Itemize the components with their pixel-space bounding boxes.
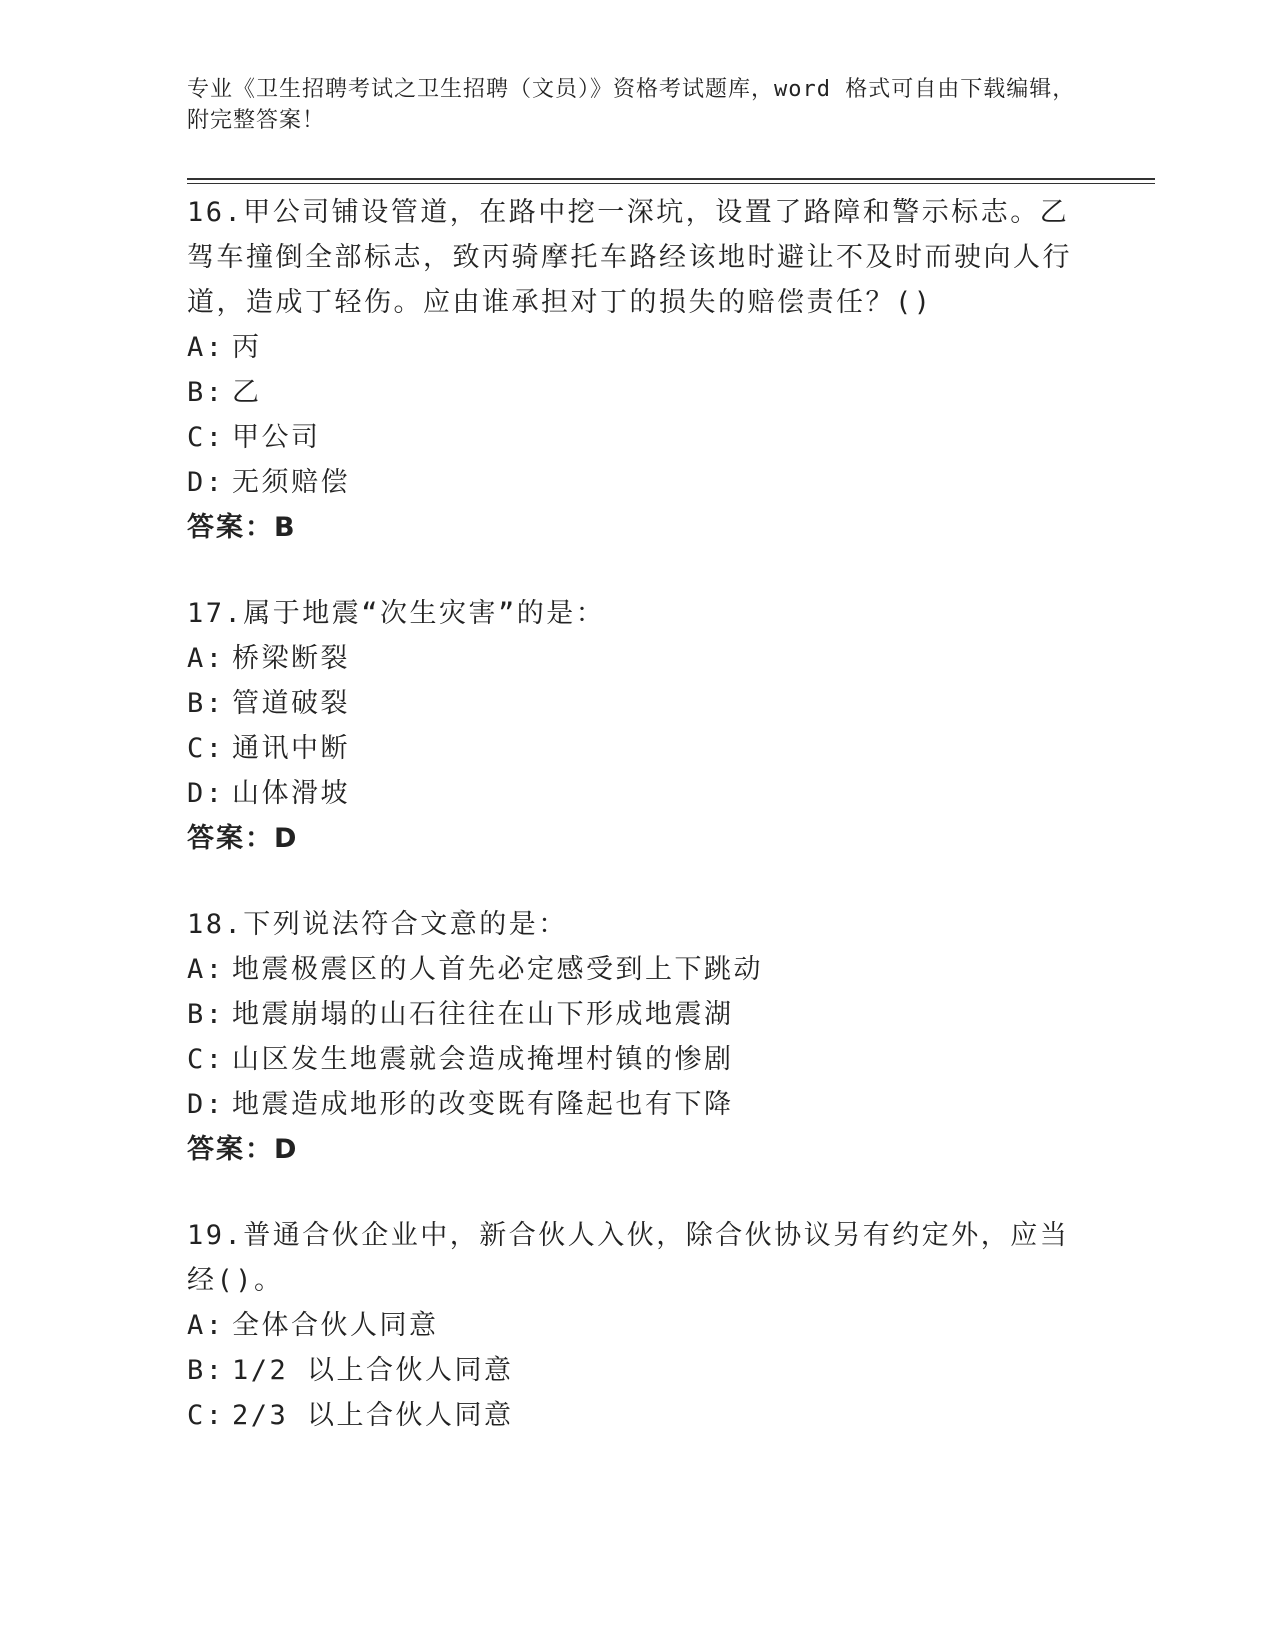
option-text: 丙 (232, 332, 262, 363)
option-b (187, 1348, 1087, 1393)
option-letter: D: (187, 1089, 225, 1120)
question-stem: 16.甲公司铺设管道，在路中挖一深坑，设置了路障和警示标志。乙驾车撞倒全部标志，致丙骑摩托车路经该地时避让不及时而驶向人行道，造成丁轻伤。应由谁承担对丁的损失的赔偿责任？() (187, 197, 1072, 318)
option-text: 全体合伙人同意 (232, 1310, 439, 1341)
option-text: 甲公司 (232, 422, 321, 453)
option-a (187, 325, 1087, 370)
option-c (187, 415, 1087, 460)
option-letter: B: (187, 688, 225, 719)
option-b (187, 681, 1087, 726)
option-c (187, 726, 1087, 771)
option-text: 2/3 以上合伙人同意 (232, 1400, 514, 1431)
option-letter: C: (187, 1044, 225, 1075)
option-d (187, 460, 1087, 505)
option-text: 通讯中断 (232, 733, 350, 764)
option-text: 地震造成地形的改变既有隆起也有下降 (232, 1089, 734, 1120)
option-letter: B: (187, 377, 225, 408)
option-a (187, 947, 1087, 992)
option-letter: C: (187, 733, 225, 764)
option-d (187, 1082, 1087, 1127)
question-17 (187, 591, 1087, 861)
answer-line: 答案：B (187, 512, 297, 543)
option-letter: D: (187, 467, 225, 498)
option-letter: A: (187, 332, 225, 363)
option-letter: B: (187, 1355, 225, 1386)
option-text: 地震崩塌的山石往往在山下形成地震湖 (232, 999, 734, 1030)
option-text: 管道破裂 (232, 688, 350, 719)
option-a (187, 1303, 1087, 1348)
option-text: 无须赔偿 (232, 467, 350, 498)
question-list (187, 190, 1087, 1479)
option-letter: A: (187, 954, 225, 985)
answer-line: 答案：D (187, 823, 299, 854)
question-stem: 17.属于地震“次生灾害”的是： (187, 598, 606, 629)
option-c (187, 1037, 1087, 1082)
header-intro-text: 专业《卫生招聘考试之卫生招聘（文员）》资格考试题库，word 格式可自由下载编辑，附完整答案！ (187, 77, 1076, 133)
document-header (187, 74, 1077, 136)
question-stem: 18.下列说法符合文意的是： (187, 909, 568, 940)
option-letter: A: (187, 643, 225, 674)
question-18 (187, 902, 1087, 1172)
option-letter: C: (187, 1400, 225, 1431)
option-b (187, 370, 1087, 415)
option-text: 地震极震区的人首先必定感受到上下跳动 (232, 954, 763, 985)
option-d (187, 771, 1087, 816)
option-c (187, 1393, 1087, 1438)
option-text: 桥梁断裂 (232, 643, 350, 674)
option-letter: A: (187, 1310, 225, 1341)
question-stem: 19.普通合伙企业中，新合伙人入伙，除合伙协议另有约定外，应当经()。 (187, 1220, 1070, 1296)
question-19 (187, 1213, 1087, 1438)
option-text: 山区发生地震就会造成掩埋村镇的惨剧 (232, 1044, 734, 1075)
option-text: 乙 (232, 377, 262, 408)
option-letter: C: (187, 422, 225, 453)
option-text: 1/2 以上合伙人同意 (232, 1355, 514, 1386)
question-16 (187, 190, 1087, 550)
header-divider-thin (187, 183, 1155, 184)
option-letter: D: (187, 778, 225, 809)
option-a (187, 636, 1087, 681)
answer-line: 答案：D (187, 1134, 299, 1165)
option-letter: B: (187, 999, 225, 1030)
option-text: 山体滑坡 (232, 778, 350, 809)
header-divider-thick (187, 178, 1155, 180)
option-b (187, 992, 1087, 1037)
